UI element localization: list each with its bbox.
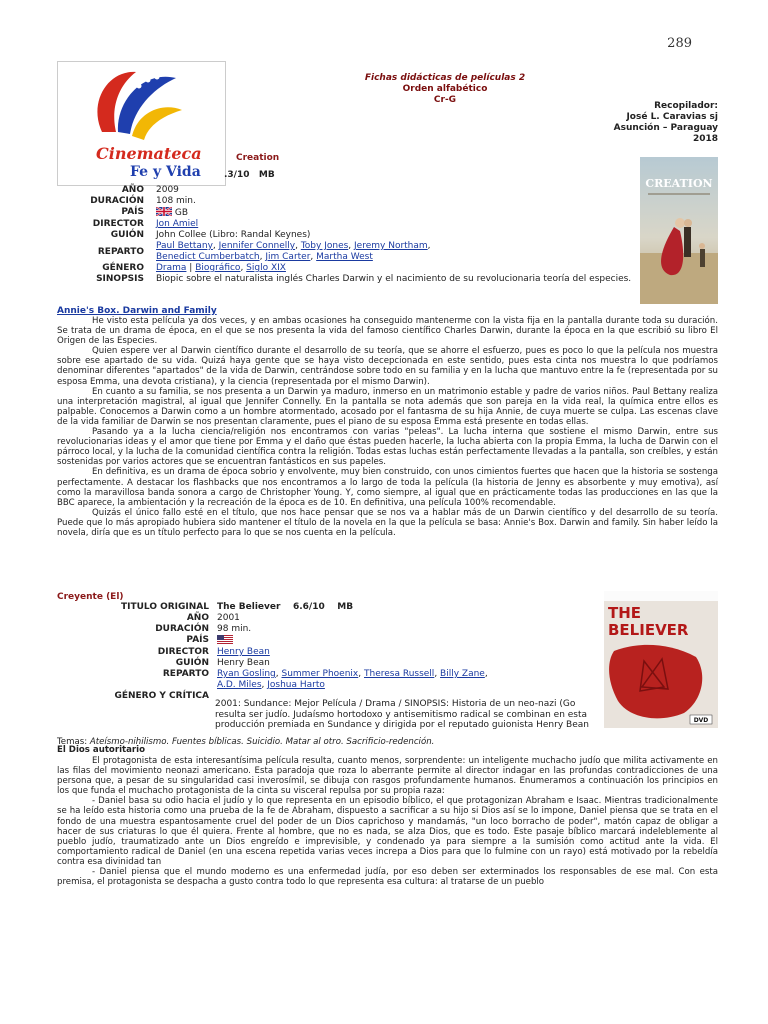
- label-duration: DURACIÓN: [90, 196, 144, 206]
- cast-link[interactable]: A.D. Miles: [217, 680, 262, 690]
- cast-link[interactable]: Billy Zane: [440, 669, 485, 679]
- film2-row-year: [57, 613, 602, 624]
- cast-link[interactable]: Jim Carter: [265, 252, 311, 262]
- film2-score: 6.6/10: [292, 602, 325, 612]
- label-country: PAÍS: [186, 635, 209, 645]
- cast-link[interactable]: Theresa Russell: [364, 669, 435, 679]
- film1-country: GB: [174, 208, 189, 218]
- film2-duration: 98 min.: [217, 624, 252, 634]
- review1-paragraph: He visto esta película ya dos veces, y en ambas ocasiones ha conseguido mantenerme con la vista fija en la pantalla durante toda su duración. Se trata de un drama de época, en el que se nos presenta la vida del famoso científico Charles Darwin, durante la época en la que escribió su libro El Origen de las Especies.: [57, 316, 718, 347]
- review2-paragraph: - Daniel basa su odio hacia el judío y lo que representa en un episodio bíblico, el que protagonizan Abraham e Isaac. Mientras tradicionalmente se ha leído esta historia como una prueba de la fe de Abraham, dispuesto a sacrificar a su hijo si Dios así se lo impone, Daniel piensa que se trata en el fondo de una muestra espantosamente cruel del poder de un Dios caprichoso y mandamás, "un loco borracho de poder", matón capaz de obligar a hacer de sus criaturas lo que él quiera. Frente al hombre, que no es nada, se alza Dios, que es todo. Este pasaje bíblico marcará indeleblemente al pueblo judío, traumatizado ante un Dios engreído e imprevisible, y condenado ya para siempre a la sumisión como actitud ante la vida. El comportamiento radical de Daniel (en una escena repetida varias veces increpa a Dios para que lo fulmine con un rayo) está motivado por la rebeldía contra esa divinidad tan: [57, 796, 718, 867]
- film1-score-suffix: MB: [258, 170, 275, 180]
- film2-original-title: The Believer: [217, 602, 281, 612]
- film1-review: [57, 316, 718, 538]
- film2-director-link[interactable]: Henry Bean: [217, 647, 270, 657]
- themes-values: Ateísmo-nihilismo. Fuentes bíblicas. Suicidio. Matar al otro. Sacrificio-redención.: [89, 737, 435, 747]
- themes-label: Temas:: [57, 737, 88, 747]
- cast-link[interactable]: Jennifer Connelly: [218, 241, 296, 251]
- film1-row-country: [57, 207, 642, 219]
- cast-link[interactable]: Jeremy Northam: [354, 241, 428, 251]
- creation-poster-title: CREATION: [645, 177, 713, 190]
- label-writer: GUIÓN: [110, 230, 144, 240]
- label-cast: REPARTO: [162, 669, 209, 679]
- review1-paragraph: Pasando ya a la lucha ciencia/religión nos encontramos con varias "peleas". La lucha interna que sostiene el mismo Darwin, entre sus revolucionarias ideas y el amor que tiene por Emma y el daño que éstas pueden hacerle, la lucha abierta con la propia Emma, la lucha de Darwin con el párroco local, y la lucha de la comunidad científica contra la religión. Todas estas luchas están perfectamente llevadas a la pantalla, son creíbles, y están sostenidas por varios actores que se encuentran fantásticos en sus papeles.: [57, 427, 718, 468]
- uk-flag-icon: [156, 207, 172, 216]
- film1-info-table: [57, 185, 642, 285]
- film1-row-writer: [57, 230, 642, 241]
- genre-link[interactable]: Drama: [156, 263, 187, 273]
- cinemateca-logo: [57, 61, 226, 186]
- label-year: AÑO: [186, 613, 209, 623]
- film2-row-duration: [57, 624, 602, 635]
- cast-link[interactable]: Martha West: [316, 252, 373, 262]
- label-country: PAÍS: [121, 207, 144, 217]
- document-header: [350, 73, 540, 106]
- header-line-3: Cr-G: [433, 95, 457, 105]
- label-original-title: TITULO ORIGINAL: [120, 602, 209, 612]
- film1-title: Creation: [236, 153, 280, 163]
- header-line-1: Fichas didácticas de películas 2: [364, 73, 526, 83]
- review1-paragraph: En cuanto a su familia, se nos presenta a un Darwin ya maduro, inmerso en un matrimonio estable y padre de varios niños. Paul Bettany realiza una interpretación magistral, al igual que Jennifer Connelly. En la pantalla se nota además que son pareja en la vida real, la química entre ellos es palpable. Conocemos a Darwin como a un hombre atormentado, acosado por el fantasma de su hija Annie, de cuya muerte se culpa. Las escenas clave de la vida familiar de Darwin se nos presentan claramente, pues el piano de su esposa Emma está presente en todas ellas.: [57, 386, 718, 427]
- film1-synopsis: Biopic sobre el naturalista inglés Charles Darwin y el nacimiento de su revolucionaria teoría del especies.: [156, 274, 632, 284]
- cast-link[interactable]: Ryan Gosling: [217, 669, 276, 679]
- film2-row-writer: [57, 658, 602, 669]
- film1-score-value: .3/10: [224, 170, 250, 180]
- film2-row-original-title: [57, 602, 602, 613]
- label-year: AÑO: [121, 185, 144, 195]
- compiler-place: Asunción – Paraguay: [613, 123, 718, 133]
- label-genre: GÉNERO: [102, 263, 144, 273]
- film2-genre-critique: 2001: Sundance: Mejor Película / Drama / SINOPSIS: Historia de un neo-nazi (Go resulta ser judío. Judaísmo hortodoxo y antisemitismo radical se combinan en esta producción premiada en Sundance y dirigida por el reputado guionista Henry Bean: [215, 699, 589, 730]
- review1-paragraph: Quien espere ver al Darwin científico durante el desarrollo de su teoría, que se ahorre el esfuerzo, pues es poco lo que la película nos muestra sobre ese apartado de su vida. Quizá haya gente que se haya visto decepcionada en este sentido, pues esta cinta nos muestra lo que podríamos denominar diferentes "apartados" de la vida de Darwin, centrándose sobre todo en su familia y en la lucha que mantuvo entre la fe (representada por su esposa Emma, una devota cristiana), y la ciencia (representada por el mismo Darwin).: [57, 346, 718, 387]
- film2-info-table: [57, 602, 602, 702]
- believer-poster-title-1: THE: [608, 604, 642, 622]
- logo-text-cinemateca: Cinemateca: [96, 144, 202, 163]
- label-synopsis: SINOPSIS: [96, 274, 144, 284]
- film1-row-genre: GÉNERO Drama | Biográfico, Siglo XIX: [57, 263, 642, 274]
- compiler-block: [614, 101, 718, 145]
- film1-row-year: [57, 185, 642, 196]
- film1-writer: John Collee (Libro: Randal Keynes): [156, 230, 311, 240]
- creation-poster-image: [640, 157, 718, 304]
- film1-row-director: [57, 219, 642, 230]
- page-number: 289: [667, 36, 692, 51]
- label-director: DIRECTOR: [157, 647, 209, 657]
- film2-title: Creyente (El): [57, 592, 124, 602]
- label-cast: REPARTO: [97, 246, 144, 257]
- genre-link[interactable]: Siglo XIX: [246, 263, 286, 273]
- logo-swoosh-icon: [58, 62, 225, 185]
- compiler-year: 2018: [692, 134, 718, 144]
- film1-book-title-link[interactable]: Annie's Box. Darwin and Family: [57, 306, 217, 316]
- review1-paragraph: En definitiva, es un drama de época sobrio y envolvente, muy bien construido, con unos cimientos fuertes que hacen que la historia se sostenga perfectamente. A destacar los flashbacks que nos encontramos a lo largo de toda la película (la historia de Jenny es absorbente y muy emotiva), así como la maravillosa banda sonora a cargo de Christopher Young. Y, como siempre, al igual que en prácticamente todas las producciones en las que la BBC aparece, la ambientación y la recreación de la época es de 10. En definitiva, una película 100% recomendable.: [57, 467, 718, 508]
- logo-text-fe-y-vida: Fe y Vida: [130, 164, 201, 180]
- review2-paragraph: El protagonista de esta interesantísima película resulta, cuanto menos, sorprendente: un inteligente muchacho judío que milita activamente en las filas del movimiento neonazi americano. Esta paradoja que roza lo aberrante permite al director indagar en las profundas contradicciones de una persona que, a pesar de su singularidad casi inverosímil, se dibuja con rasgos profundamente humanos. Enumeramos a continuación los principios en los que funda el muchacho protagonista de la cinta su visceral repulsa por su propia raza:: [57, 756, 718, 797]
- film2-writer: Henry Bean: [217, 658, 270, 668]
- film2-year: 2001: [217, 613, 240, 623]
- film1-year: 2009: [156, 185, 179, 195]
- film1-row-duration: [57, 196, 642, 207]
- film2-review: [57, 756, 718, 887]
- dvd-badge: DVD: [693, 717, 709, 724]
- cast-link[interactable]: Joshua Harto: [267, 680, 325, 690]
- film1-score: [224, 170, 275, 180]
- usa-flag-icon: [217, 635, 233, 644]
- film1-director-link[interactable]: Jon Amiel: [156, 219, 199, 229]
- review1-paragraph: Quizás el único fallo esté en el título, que nos hace pensar que se nos va a hablar más de un Darwin científico y del desarrollo de su teoría. Puede que lo más apropiado hubiera sido mantener el título de la novela en la que la película se basa: Annie's Box. Darwin and family. Sin haber leído la novela, diría que es un título perfecto para lo que se nos cuenta en la película.: [57, 507, 718, 538]
- film1-row-synopsis: [57, 274, 642, 285]
- believer-poster-title-2: BELIEVER: [608, 621, 689, 639]
- film2-score-suffix: MB: [337, 602, 354, 612]
- header-line-2: Orden alfabético: [402, 84, 488, 94]
- review2-paragraph: - Daniel piensa que el mundo moderno es una enfermedad judía, por eso deben ser exterminados los responsables de ese mal. Con esta premisa, el protagonista se despacha a gusto contra todo lo que representa esa cultura: al tratarse de un pueblo: [57, 867, 718, 888]
- compiler-name: José L. Caravias sj: [626, 112, 718, 122]
- film2-row-country: [57, 635, 602, 647]
- the-believer-poster-image: [604, 591, 718, 728]
- film1-row-cast: REPARTO Paul Bettany, Jennifer Connelly, Toby Jones, Jeremy Northam, Benedict Cumberbatch, Jim Carter, Martha West: [57, 241, 642, 263]
- cast-link[interactable]: Toby Jones: [300, 241, 349, 251]
- film1-duration: 108 min.: [156, 196, 196, 206]
- cast-link[interactable]: Benedict Cumberbatch: [156, 252, 260, 262]
- cast-link[interactable]: Paul Bettany: [156, 241, 213, 251]
- label-director: DIRECTOR: [92, 219, 144, 229]
- film2-row-director: [57, 647, 602, 658]
- label-writer: GUIÓN: [175, 658, 209, 668]
- cast-link[interactable]: Summer Phoenix: [281, 669, 359, 679]
- compiler-label: Recopilador:: [654, 101, 718, 111]
- label-genre-critique: GÉNERO Y CRÍTICA: [114, 691, 209, 701]
- genre-link[interactable]: Biográfico: [195, 263, 241, 273]
- label-duration: DURACIÓN: [155, 624, 209, 634]
- film2-section-heading: El Dios autoritario: [57, 745, 146, 755]
- film2-row-cast: REPARTO Ryan Gosling, Summer Phoenix, Theresa Russell, Billy Zane, A.D. Miles, Joshua Harto: [57, 669, 602, 691]
